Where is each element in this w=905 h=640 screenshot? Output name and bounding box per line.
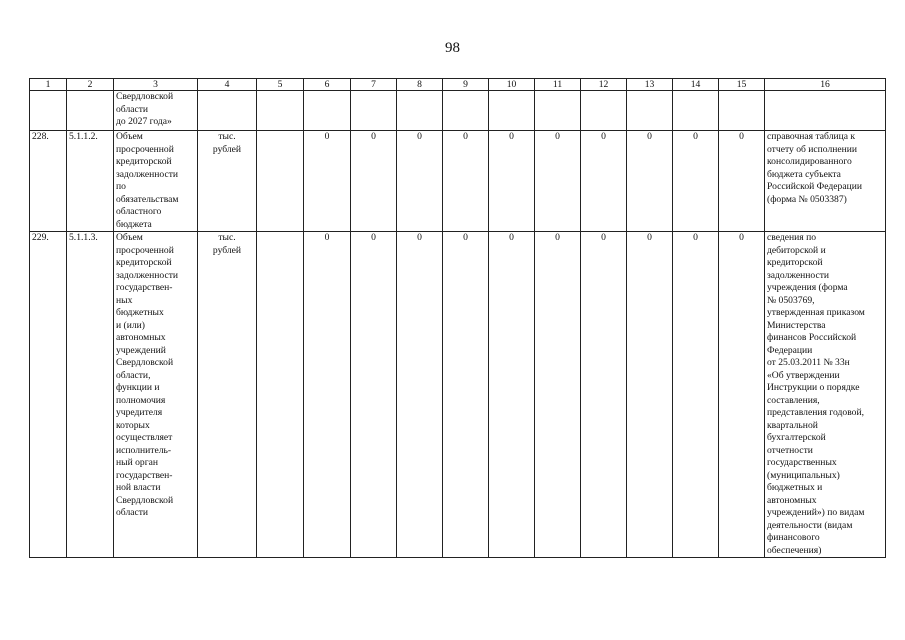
unit-cell: тыс. рублей [198,232,257,558]
column-header: 3 [114,79,198,91]
column-header: 12 [581,79,627,91]
column-header: 10 [489,79,535,91]
column-header: 8 [397,79,443,91]
column-header: 15 [719,79,765,91]
column-header: 1 [30,79,67,91]
value-cell: 0 [397,131,443,232]
indicator-cell: Свердловской области до 2027 года» [114,91,198,131]
value-cell: 0 [304,131,351,232]
value-cell: 0 [443,131,489,232]
table-row [30,232,886,558]
value-cell: 0 [627,131,673,232]
source-cell: сведения по дебиторской и кредиторской задолженности учреждения (форма № 0503769, утвержденная приказом Министерства финансов Российской Федерации от 25.03.2011 № 33н «Об утверждении Инструкции о порядке составления, представления годовой, квартальной бухгалтерской отчетности государственных (муниципальных) бюджетных и автономных учреждений») по видам деятельности (видам финансового обеспечения) [765,232,886,558]
value-cell: 0 [581,232,627,558]
indicator-cell: Объем просроченной кредиторской задолженности государствен- ных бюджетных и (или) автономных учреждений Свердловской области, функции и полномочия учредителя которых осуществляет исполнитель- ный орган государствен- ной власти Свердловской области [114,232,198,558]
value-cell [257,232,304,558]
value-cell: 0 [627,232,673,558]
source-cell: справочная таблица к отчету об исполнении консолидированного бюджета субъекта Российской Федерации (форма № 0503387) [765,131,886,232]
value-cell: 0 [489,131,535,232]
value-cell: 0 [351,131,397,232]
column-header: 11 [535,79,581,91]
page-number: 98 [445,40,460,56]
value-cell: 0 [581,131,627,232]
table-row [30,131,886,232]
column-header: 6 [304,79,351,91]
code-cell: 5.1.1.2. [67,131,114,232]
indicator-cell: Объем просроченной кредиторской задолженности по обязательствам областного бюджета [114,131,198,232]
unit-cell: тыс. рублей [198,131,257,232]
column-header: 5 [257,79,304,91]
column-header: 2 [67,79,114,91]
column-header: 14 [673,79,719,91]
value-cell: 0 [673,232,719,558]
value-cell: 0 [719,131,765,232]
column-header: 9 [443,79,489,91]
value-cell: 0 [443,232,489,558]
column-header: 16 [765,79,886,91]
value-cell: 0 [397,232,443,558]
row-number-cell: 228. [30,131,67,232]
column-header: 4 [198,79,257,91]
value-cell [257,131,304,232]
value-cell: 0 [304,232,351,558]
code-cell: 5.1.1.3. [67,232,114,558]
value-cell: 0 [535,232,581,558]
column-number-header-row [30,79,886,91]
indicators-table [29,78,886,558]
row-number-cell: 229. [30,232,67,558]
value-cell: 0 [351,232,397,558]
value-cell: 0 [719,232,765,558]
value-cell: 0 [489,232,535,558]
column-header: 13 [627,79,673,91]
value-cell: 0 [673,131,719,232]
column-header: 7 [351,79,397,91]
value-cell: 0 [535,131,581,232]
table-row-continuation [30,91,886,131]
